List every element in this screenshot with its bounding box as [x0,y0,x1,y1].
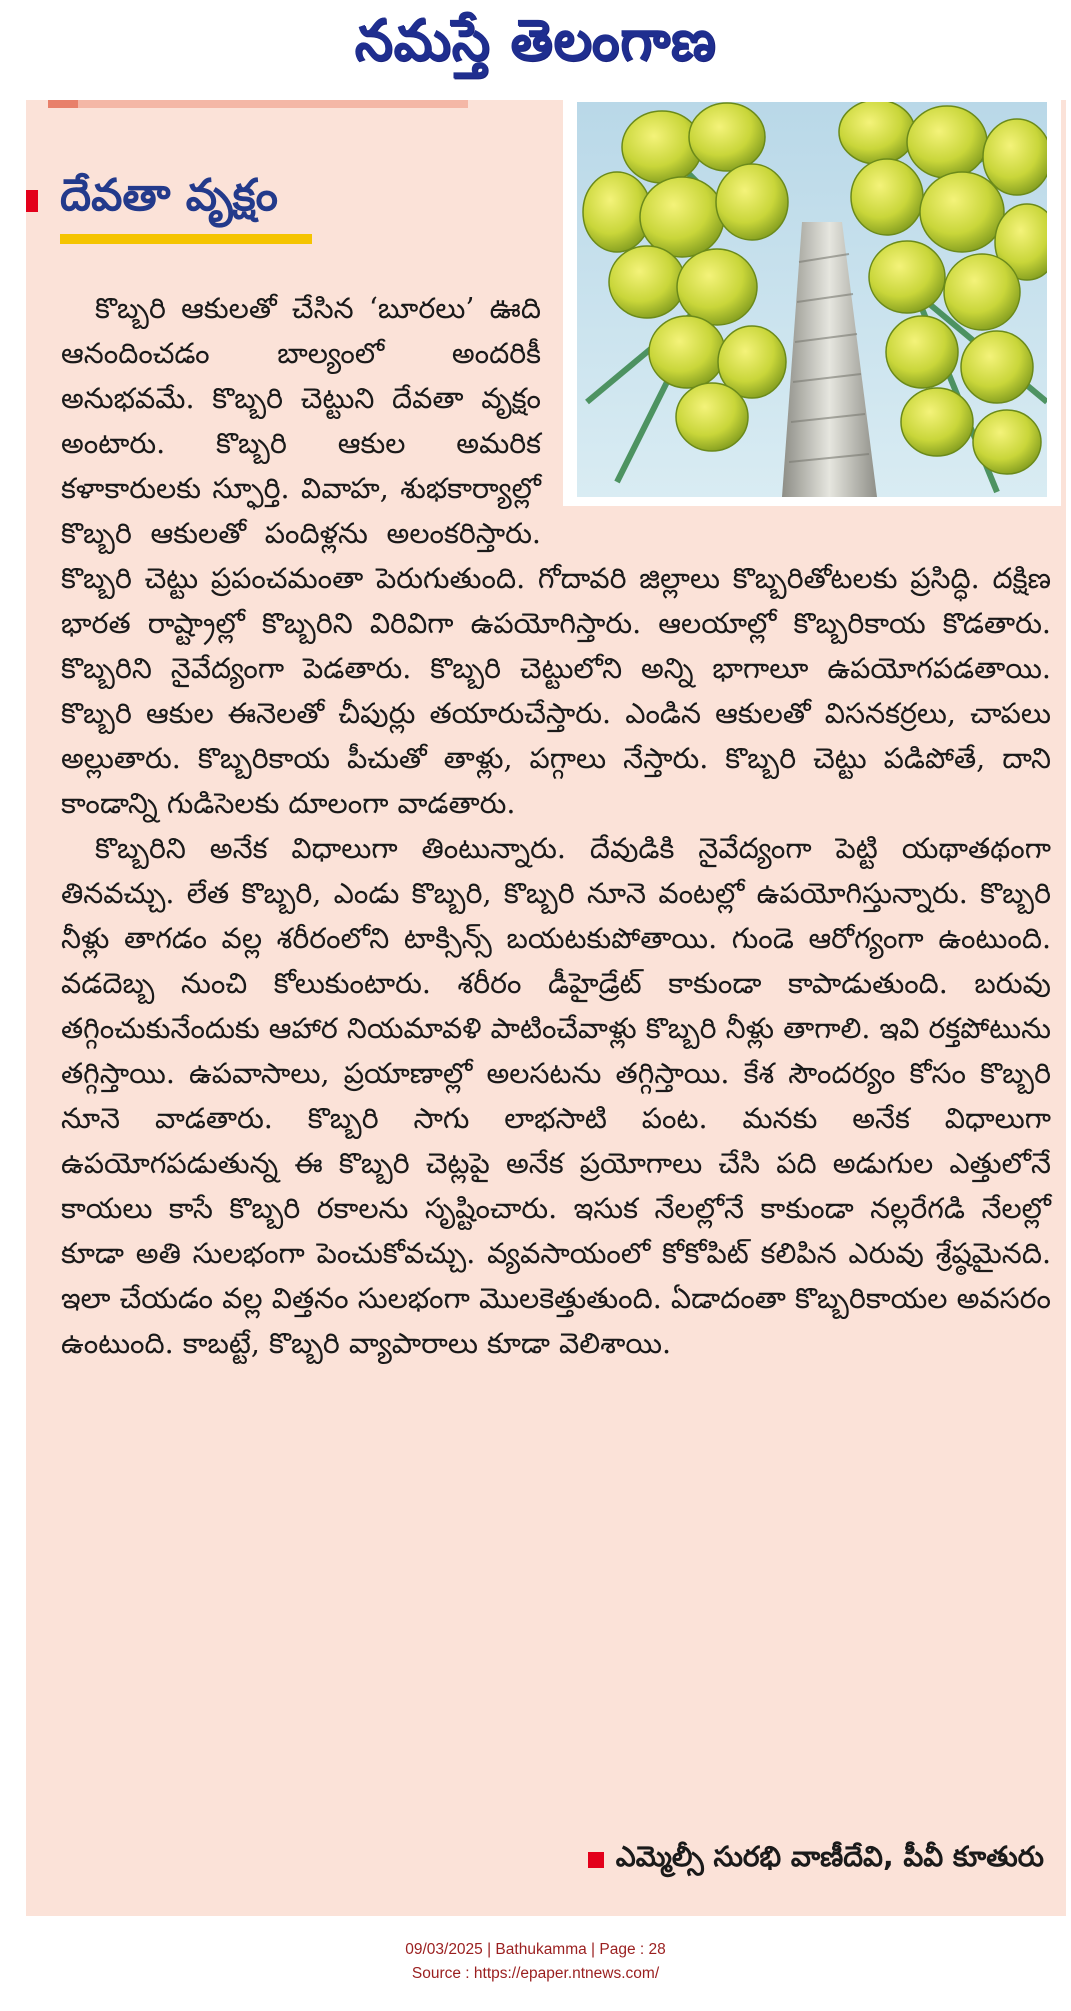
byline-bullet [588,1852,604,1868]
top-rule [48,100,468,108]
top-rule-mark [48,100,78,108]
byline [588,1840,1044,1880]
footer-source: Source : https://epaper.ntnews.com/ [411,1965,660,1982]
page-footer [0,1938,1071,1986]
masthead-title: నమస్తే తెలంగాణ [354,7,717,74]
masthead [0,0,1071,95]
photo-wrap-spacer [541,286,1051,536]
headline-underline [60,234,312,244]
footer-meta: 09/03/2025 | Bathukamma | Page : 28 [405,1941,666,1958]
article-paragraph-2: కొబ్బరిని అనేక విధాలుగా తింటున్నారు. దేవుడికి నైవేద్యంగా పెట్టి యథాతథంగా తినవచ్చు. లేత కొబ్బరి, ఎండు కొబ్బరి, కొబ్బరి నూనె వంటల్లో ఉపయోగిస్తున్నారు. కొబ్బరి నీళ్లు తాగడం వల్ల శరీరంలోని టాక్సిన్స్ బయటకుపోతాయి. గుండె ఆరోగ్యంగా ఉంటుంది. వడదెబ్బ నుంచి కోలుకుంటారు. శరీరం డీహైడ్రేట్ కాకుండా కాపాడుతుంది. బరువు తగ్గించుకునేందుకు ఆహార నియమావళి పాటించేవాళ్లు కొబ్బరి నీళ్లు తాగాలి. ఇవి రక్తపోటును తగ్గిస్తాయి. ఉపవాసాలు, ప్రయాణాల్లో అలసటను తగ్గిస్తాయి. కేశ సౌందర్యం కోసం కొబ్బరి నూనె వాడతారు. కొబ్బరి సాగు లాభసాటి పంట. మనకు అనేక విధాలుగా ఉపయోగపడుతున్న ఈ కొబ్బరి చెట్లపై అనేక ప్రయోగాలు చేసి పది అడుగుల ఎత్తులోనే కాయలు కాసే కొబ్బరి రకాలను సృష్టించారు. ఇసుక నేలల్లోనే కాకుండా నల్లరేగడి నేలల్లో కూడా అతి సులభంగా పెంచుకోవచ్చు. వ్యవసాయంలో కోకోపిట్ కలిపిన ఎరువు శ్రేష్ఠమైనది. ఇలా చేయడం వల్ల విత్తనం సులభంగా మొలకెత్తుతుంది. ఏడాదంతా కొబ్బరికాయల అవసరం ఉంటుంది. కాబట్టే, కొబ్బరి వ్యాపారాలు కూడా వెలిశాయి. [61,832,1051,1360]
headline-block [26,162,336,252]
article-paragraph-1: కొబ్బరి ఆకులతో చేసిన ‘బూరలు’ ఊది ఆనందించడం బాల్యంలో అందరికీ అనుభవమే. కొబ్బరి చెట్టుని దేవతా వృక్షం అంటారు. కొబ్బరి ఆకుల అమరిక కళాకారులకు స్ఫూర్తి. వివాహ, శుభకార్యాల్లో కొబ్బరి ఆకులతో పందిళ్లను అలంకరిస్తారు. కొబ్బరి చెట్టు ప్రపంచమంతా పెరుగుతుంది. గోదావరి జిల్లాలు కొబ్బరితోటలకు ప్రసిద్ధి. దక్షిణ భారత రాష్ట్రాల్లో కొబ్బరిని విరివిగా ఉపయోగిస్తారు. ఆలయాల్లో కొబ్బరికాయ కొడతారు. కొబ్బరిని నైవేద్యంగా పెడతారు. కొబ్బరి చెట్టులోని అన్ని భాగాలూ ఉపయోగపడతాయి. కొబ్బరి ఆకుల ఈనెలతో చీపుర్లు తయారుచేస్తారు. ఎండిన ఆకులతో విసనకర్రలు, చాపలు అల్లుతారు. కొబ్బరికాయ పీచుతో తాళ్లు, పగ్గాలు నేస్తారు. కొబ్బరి చెట్టు పడిపోతే, దాని కాండాన్ని గుడిసెలకు దూలంగా వాడతారు. [61,292,1051,820]
article-headline: దేవతా వృక్షం [60,170,278,221]
headline-bullet [26,190,38,212]
article-body [61,286,1051,1366]
article-panel [26,100,1066,1916]
byline-text: ఎమ్మెల్సీ సురభి వాణీదేవి, పీవీ కూతురు [615,1840,1044,1873]
